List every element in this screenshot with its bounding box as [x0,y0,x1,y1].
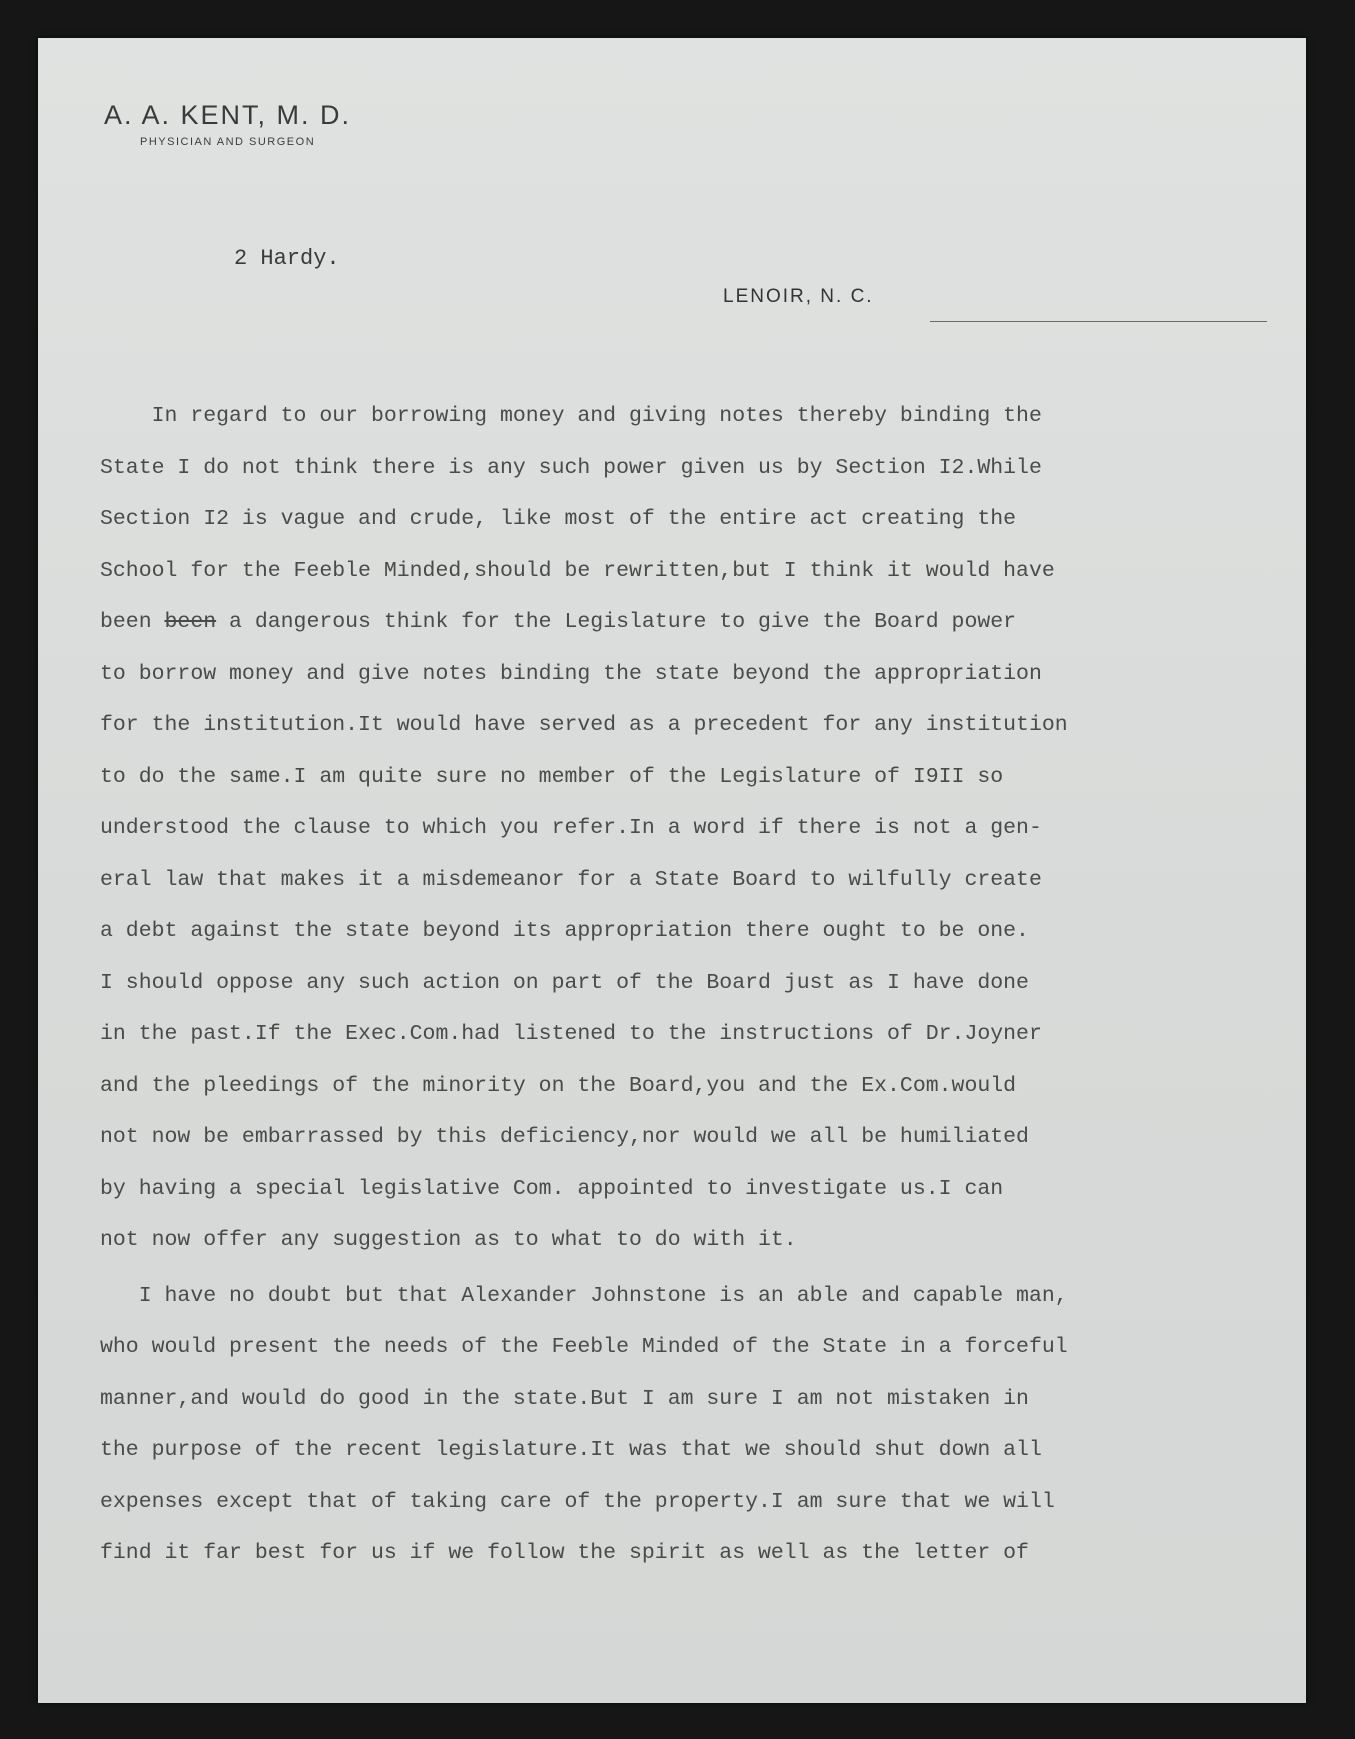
body-line: expenses except that of taking care of the property.I am sure that we will [100,1489,1055,1514]
body-line [100,597,1290,649]
letter-body [100,391,1290,1580]
page-number: 2 Hardy. [234,246,340,271]
body-line: find it far best for us if we follow the spirit as well as the letter of [100,1541,1029,1565]
body-line: to borrow money and give notes binding the state beyond the appropriation [100,661,1042,686]
struck-word: been [164,610,217,634]
body-line: who would present the needs of the Feeble Minded of the State in a forceful [100,1335,1068,1359]
date-line [930,321,1267,322]
body-line: not now be embarrassed by this deficiency,nor would we all be humiliated [100,1125,1029,1149]
body-line: School for the Feeble Minded,should be rewritten,but I think it would have [100,558,1055,583]
body-line: by having a special legislative Com. appointed to investigate us.I can [100,1176,1004,1201]
body-line: not now offer any suggestion as to what to do with it. [100,1228,797,1252]
body-line: In regard to our borrowing money and giving notes thereby binding the [100,404,1042,428]
body-line: in the past.If the Exec.Com.had listened to the instructions of Dr.Joyner [100,1022,1042,1046]
body-line: a debt against the state beyond its appropriation there ought to be one. [100,919,1029,943]
body-line-rest: a dangerous think for the Legislature to give the Board power [229,610,1017,634]
letterhead-subtitle: PHYSICIAN AND SURGEON [140,136,316,148]
letterhead-place: LENOIR, N. C. [723,286,874,307]
body-line: I have no doubt but that Alexander Johnstone is an able and capable man, [100,1283,1068,1308]
body-line: and the pleedings of the minority on the Board,you and the Ex.Com.would [100,1073,1017,1098]
body-line: the purpose of the recent legislature.It was that we should shut down all [100,1438,1042,1462]
body-line: manner,and would do good in the state.But I am sure I am not mistaken in [100,1386,1029,1411]
body-line: State I do not think there is any such power given us by Section I2.While [100,455,1042,480]
body-line: I should oppose any such action on part of the Board just as I have done [100,970,1029,995]
letterhead-name: A. A. KENT, M. D. [104,100,352,130]
body-line-start: been [100,610,165,634]
body-line: understood the clause to which you refer.In a word if there is not a gen- [100,816,1042,840]
body-line: eral law that makes it a misdemeanor for a State Board to wilfully create [100,867,1042,892]
letter-page [38,38,1306,1703]
body-line: to do the same.I am quite sure no member of the Legislature of I9II so [100,764,1004,789]
body-line: for the institution.It would have served as a precedent for any institution [100,713,1068,737]
body-line: Section I2 is vague and crude, like most of the entire act creating the [100,507,1017,531]
